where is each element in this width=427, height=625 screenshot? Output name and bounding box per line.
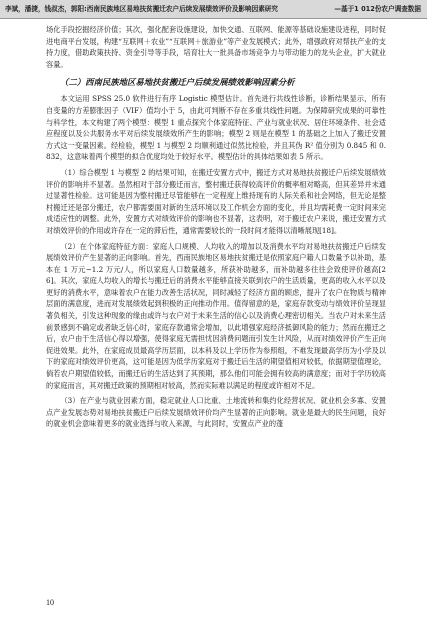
paragraph-industry-employment: （3）在产业与就业因素方面，稳定就业人口比重、土地流转和集约化经营状况、就业机会多寡、安置点产业发展态势对易地扶贫搬迁户后续发展绩效评价均产生显著的正向影响。就业是最大的民生问题，良好的就业机会意味着更多的就业选择与收入来源，与此同时，安置点产业的蓬: [46, 396, 386, 429]
page-number: 10: [46, 598, 54, 607]
paragraph-household-features: （2）在个体家庭特征方面：家庭人口规模、人均收入的增加以及消费水平均对易地扶贫搬迁户后续发展绩效评价产生显著的正向影响。首先，西南民族地区易地扶贫搬迁是依照家庭户籍人口数量予以补助，基本在 1 万元~1.2 万元/人，所以家庭人口数量越多，所获补助越多，而补助越多往往会致使评价越高[26]。其次，家庭人均收入的增长与搬迁后的消费水平能够直接关联到农户的生活质量，更高的收入水平以及更好的消费水平，意味着农户在能力改善生活状况，同时减轻了经济方面的顾虑，提升了农户在物质与精神层面的满意度，进而对发展绩效起到积极的正向推动作用。值得留意的是，家庭存款变动与绩效评价呈现显著负相关，引发这种现象的缘由或许与农户对于未来生活的信心以及消费心理密切相关。当农户对未来生活前景感到不确定或者缺乏信心时，家庭存款通常会增加，以此增强家庭经济抵御风险的能力；然而在搬迁之后，农户由于生活信心得以增强，使得家庭无需担忧因消费问题而引发生计风险，从而对绩效评价产生正向促进效果。此外，在家庭成员最高学历层面，以本科及以上学历作为参照组，不难发现最高学历为小学及以下的家庭对绩效评价更高，这可能是因为低学历家庭对于搬迁后生活的期望值相对较低，依据期望值理论，倘若农户期望值较低，而搬迁后的生活达到了其预期，那么他们可能会拥有较高的满意度；而对于学历较高的家庭而言，其对搬迁政策的预期相对较高，然而实际难以满足的程度或许相对不足。: [46, 241, 386, 390]
header-subtitle: —基于1 012份农户调查数据: [334, 5, 421, 13]
body-text: [46, 24, 386, 434]
running-header: [0, 0, 427, 19]
section-heading: （二）西南民族地区易地扶贫搬迁户后续发展绩效影响因素分析: [60, 77, 295, 88]
paragraph-model-method: 本文运用 SPSS 25.0 软件进行有序 Logistic 模型估计。首先进行共线性诊断，诊断结果显示，所有自变量的方差膨胀因子（VIF）值均小于 5，由此可判断不存在多重共线性问题。为保障研究成果的可靠性与科学性，本文构建了两个模型：模型 1 重点探究个体家庭特征、产业与就业状况、居住环境条件、社会适应程度以及公共服务水平对后续发展绩效所产生的影响；模型 2 则是在模型 1 的基础之上加入了搬迁安置方式这一变量因素。经检验，模型 1 与模型 2 均顺利通过似然比检验，并且其伪 R² 值分别为 0.845 和 0.832，这意味着两个模型的拟合优度均处于较好水平。模型估计的具体结果如表 5 所示。: [46, 94, 386, 162]
paragraph-relocation-method: （1）综合模型 1 与模型 2 的结果可知，在搬迁安置方式中，搬迁方式对易地扶贫搬迁户后续发展绩效评价的影响并不显著。虽然相对于部分搬迁而言，整村搬迁获得较高评价的概率相对略高，但其差异并未通过显著性检验。这可能是因为整村搬迁尽管能够在一定程度上维持现有的人际关系和社会网络，但无论是整村搬迁还是部分搬迁，农户都需要面对新的生活环境以及工作机会方面的变化，并且均需耗费一定时间来完成适应性的调整。此外，安置方式对绩效评价的影响也不显著，这表明，对于搬迁农户来说，搬迁安置方式对绩效评价的作用或许存在一定的滞后性，通常需要较长的一段时间才能得以清晰展现[18]。: [46, 167, 386, 235]
header-authors-title: 李斌，潘捷，钱叔杰，郭阳:西南民族地区易地扶贫搬迁农户后续发展绩效评价及影响因素研究: [5, 5, 278, 13]
paragraph-continued: 场化手段挖掘经济价值；其次，强化配套设施建设，加快交通、互联网、能源等基础设施建设进程，同时促进电商平台发展，构建“互联网＋农业”“互联网＋旅游业”等产业发展模式；此外，增强政府对帮扶产业的支持力度，借助政策扶持、资金引导等手段，培育壮大一批具备市场竞争力与带动能力的龙头企业，扩大就业容量。: [46, 25, 386, 69]
